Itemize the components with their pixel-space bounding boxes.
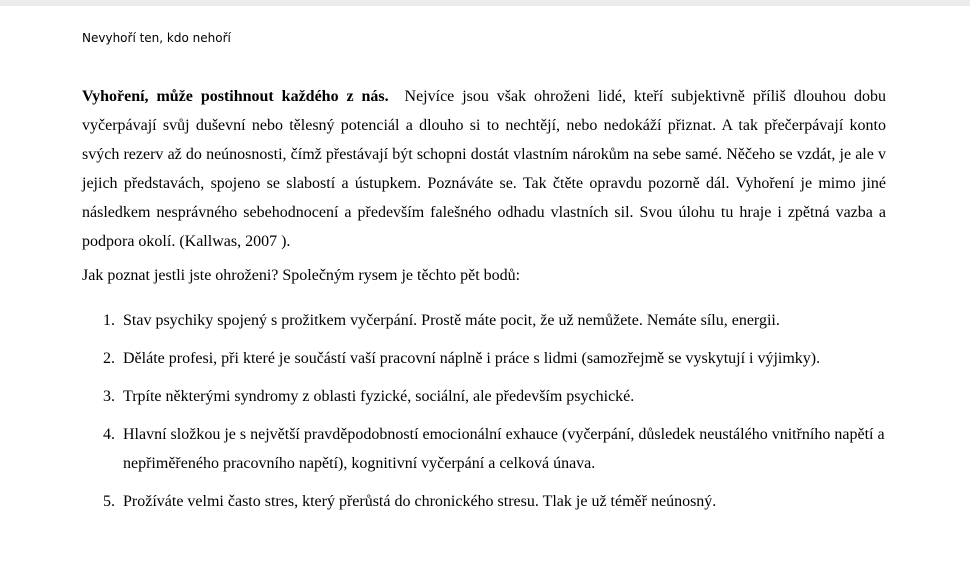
running-header: Nevyhoří ten, kdo nehoří — [82, 31, 231, 45]
list-item-number: 3. — [103, 388, 115, 405]
list-item — [103, 420, 886, 478]
points-list — [82, 306, 886, 516]
list-item — [103, 487, 886, 516]
list-item — [103, 382, 886, 411]
intro-text: Nejvíce jsou však ohroženi lidé, kteří subjektivně příliš dlouhou dobu vyčerpávají svůj duševní nebo tělesný potenciál a dlouho si to nechtějí, nebo nedokáží přiznat. A tak přečerpávají konto svých rezerv až do neúnosnosti, čímž přestávají být schopni dostát vlastním nárokům na sebe samé. Něčeho se vzdát, je ale v jejich představách, spojeno se slabostí a ústupkem. Poznáváte se. Tak čtěte opravdu pozorně dál. Vyhoření je mimo jiné následkem nesprávného sebehodnocení a především falešného odhadu vlastních sil. Svou úlohu tu hraje i zpětná vazba a podpora okolí. (Kallwas, 2007 ). — [82, 88, 887, 250]
list-item-text: Trpíte některými syndromy z oblasti fyzické, sociální, ale především psychické. — [123, 388, 635, 405]
list-item-text: Hlavní složkou je s největší pravděpodobností emocionální exhauce (vyčerpání, důsledek neustálého vnitřního napětí a nepřiměřeného pracovního napětí), kognitivní vyčerpání a celková únava. — [123, 426, 885, 472]
list-item — [103, 344, 886, 373]
intro-lead-bold: Vyhoření, může postihnout každého z nás. — [82, 88, 389, 105]
intro-paragraph — [82, 82, 886, 256]
list-item-number: 2. — [103, 350, 115, 367]
document-body — [82, 82, 886, 525]
list-item — [103, 306, 886, 335]
list-item-number: 5. — [103, 493, 115, 510]
list-item-text: Děláte profesi, při které je součástí vaší pracovní náplně i práce s lidmi (samozřejmě se vyskytují i výjimky). — [123, 350, 821, 367]
list-item-number: 1. — [103, 312, 115, 329]
list-item-text: Prožíváte velmi často stres, který přerůstá do chronického stresu. Tlak je už téměř neúnosný. — [123, 493, 717, 510]
list-item-text: Stav psychiky spojený s prožitkem vyčerpání. Prostě máte pocit, že už nemůžete. Nemáte sílu, energii. — [123, 312, 780, 329]
list-item-number: 4. — [103, 426, 115, 443]
question-paragraph: Jak poznat jestli jste ohroženi? Společným rysem je těchto pět bodů: — [82, 267, 521, 284]
